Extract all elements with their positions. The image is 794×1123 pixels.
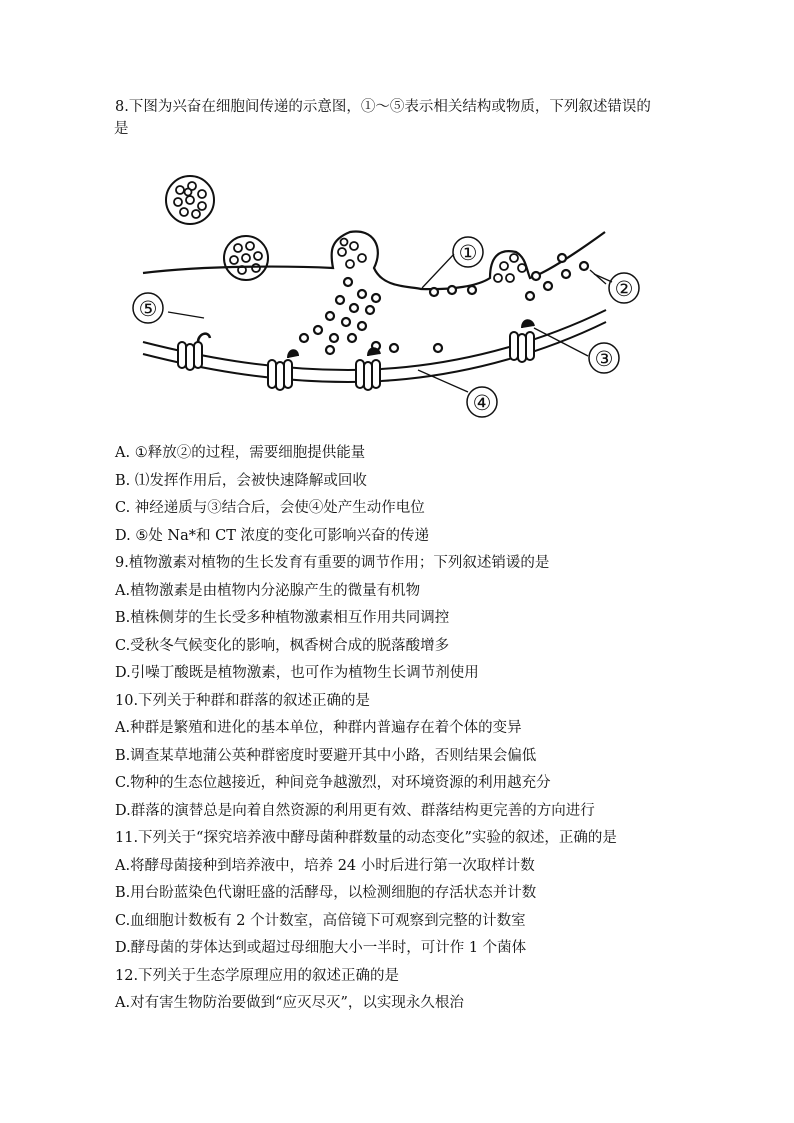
receptor-2 [268,350,298,390]
q10-option-d: D.群落的演替总是向着自然资源的利用更有效、群落结构更完善的方向进行 [115,803,595,819]
q11-option-b: B.用台盼蓝染色代谢旺盛的活酵母，以检测细胞的存活状态并计数 [115,885,537,901]
synapse-diagram [118,170,648,430]
q8-option-b: B. ⑴发挥作用后，会被快速降解或回收 [115,473,367,489]
vesicle-1 [166,176,214,224]
q9-option-d: D.引噪丁酸既是植物激素，也可作为植物生长调节剂使用 [115,665,479,681]
q12-option-a: A.对有害生物防治要做到“应灭尽灭”，以实现永久根治 [115,995,464,1011]
q11-option-a: A.将酵母菌接种到培养液中，培养 24 小时后进行第一次取样计数 [115,858,535,874]
q10-option-c: C.物种的生态位越接近，种间竞争越激烈，对环境资源的利用越充分 [115,775,551,791]
q11-option-c: C.血细胞计数板有 2 个计数室，高倍镜下可观察到完整的计数室 [115,913,526,929]
q8-option-d: D. ⑤处 Na*和 CT 浓度的变化可影响兴奋的传递 [115,528,430,544]
q10-option-b: B.调查某草地蒲公英种群密度时要避开其中小路，否则结果会偏低 [115,748,537,764]
question-9-stem: 9.植物激素对植物的生长发育有重要的调节作用；下列叙述销谖的是 [115,555,550,571]
q8-option-c: C. 神经递质与③结合后，会使④处产生动作电位 [115,500,425,516]
question-8-stem-line2: 是 [114,121,129,137]
question-10-stem: 10.下列关于种群和群落的叙述正确的是 [115,693,371,709]
vesicle-2 [224,236,268,280]
question-11-stem: 11.下列关于“探究培养液中酵母菌种群数量的动态变化”实验的叙述，正确的是 [115,830,617,846]
neurotransmitter [300,254,588,354]
q11-option-d: D.酵母菌的芽体达到或超过母细胞大小一半时，可计作 1 个菌体 [115,940,527,956]
q9-option-c: C.受秋冬气候变化的影响，枫香树合成的脱落酸增多 [115,638,450,654]
question-8-stem-line1: 8.下图为兴奋在细胞间传递的示意图，①～⑤表示相关结构或物质，下列叙述错误的 [115,99,651,115]
receptor-1 [178,334,210,370]
receptor-3 [356,348,380,390]
q9-option-b: B.植株侧芽的生长受多种植物激素相互作用共同调控 [115,610,450,626]
q8-option-a: A. ①释放②的过程，需要细胞提供能量 [115,445,366,461]
label-3: ③ [594,347,614,371]
question-12-stem: 12.下列关于生态学原理应用的叙述正确的是 [115,968,400,984]
q10-option-a: A.种群是繁殖和进化的基本单位，种群内普遍存在着个体的变异 [115,720,522,736]
label-2: ② [614,277,634,301]
q9-option-a: A.植物激素是由植物内分泌腺产生的微量有机物 [115,583,421,599]
label-4: ④ [472,391,492,415]
receptor-4 [510,320,534,362]
label-5: ⑤ [138,297,158,321]
label-1: ① [458,241,478,265]
